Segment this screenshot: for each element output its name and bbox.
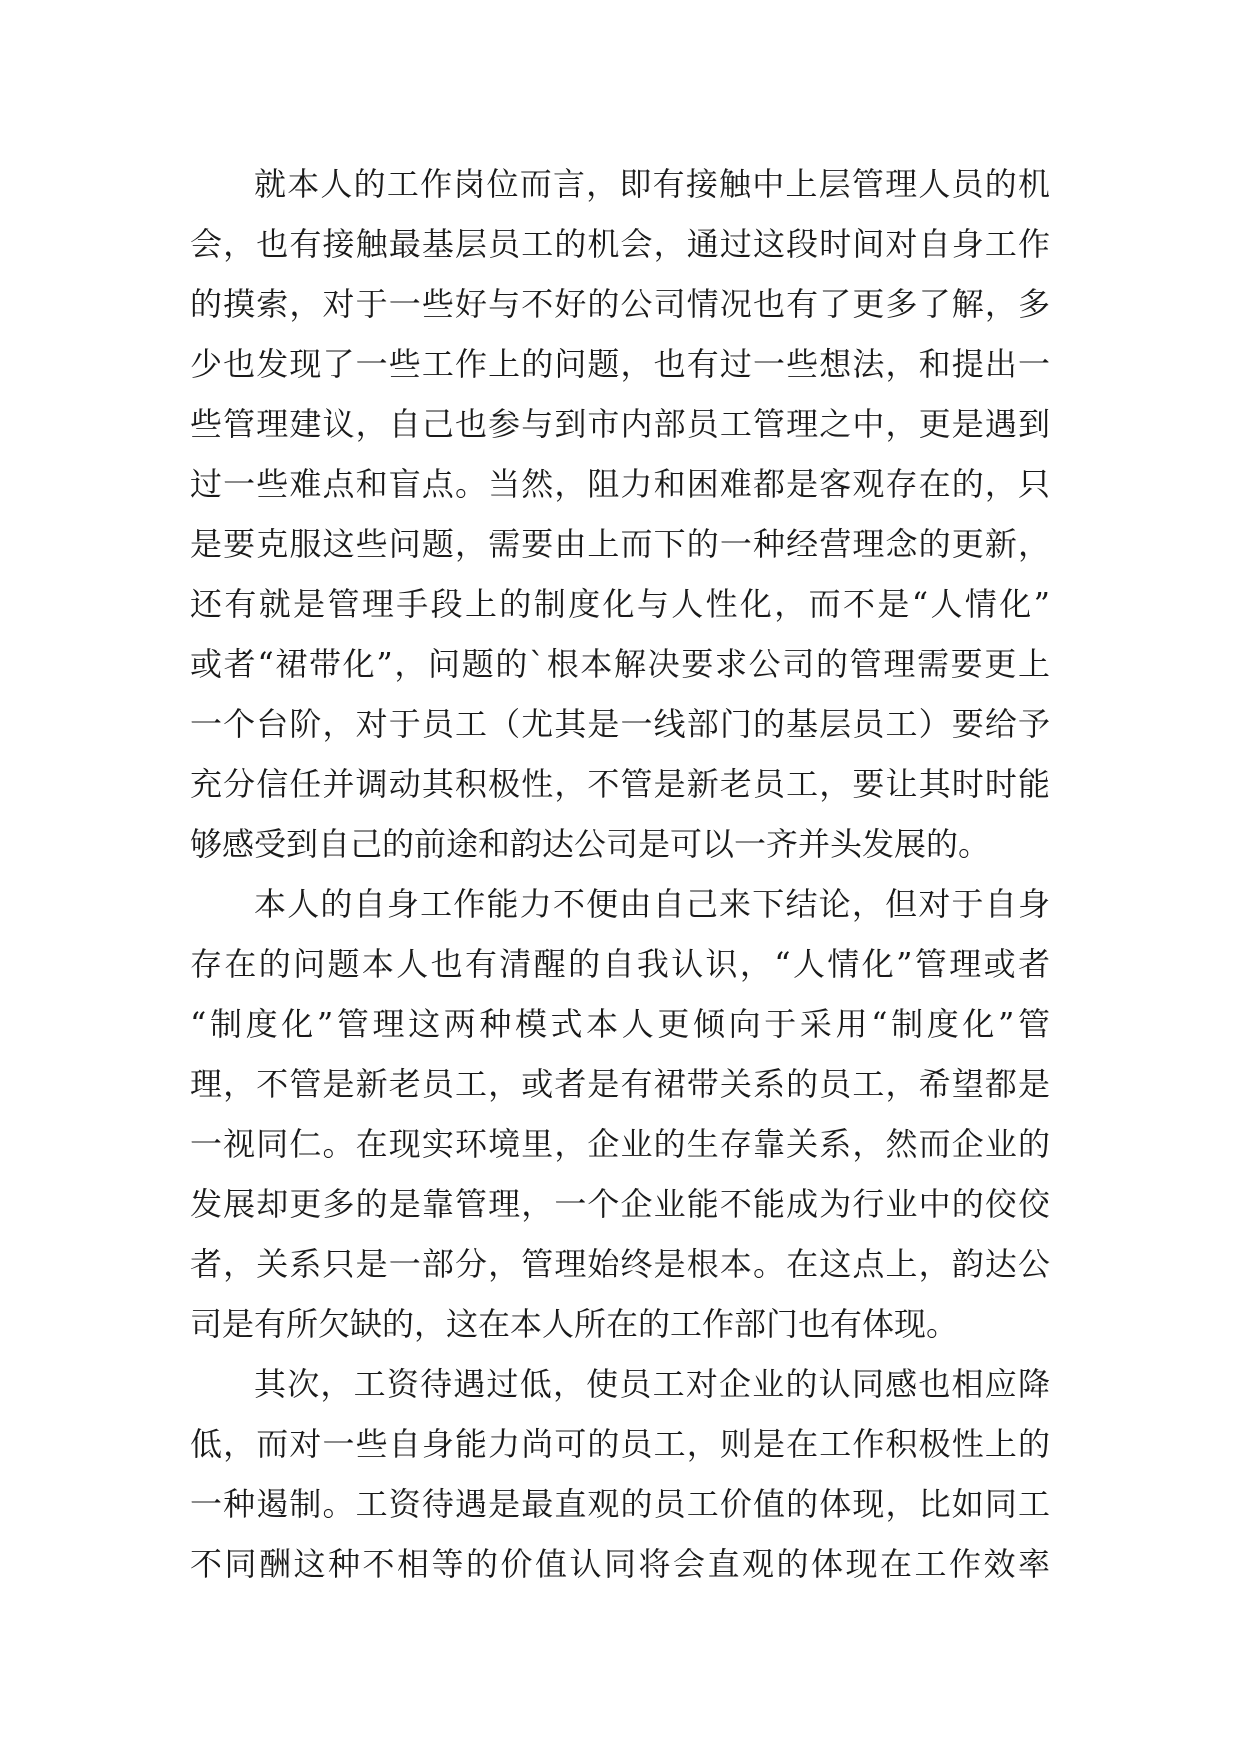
text-line: 的摸索，对于一些好与不好的公司情况也有了更多了解，多 [190,285,1050,323]
paragraph-3 [190,1354,1050,1594]
document-body [190,154,1050,1594]
text-line: 一种遏制。工资待遇是最直观的员工价值的体现，比如同工 [190,1485,1050,1523]
text-line: 本人的自身工作能力不便由自己来下结论，但对于自身 [254,885,1050,923]
text-line: 是要克服这些问题，需要由上而下的一种经营理念的更新， [190,525,1050,563]
text-line: 或者“裙带化”，问题的`根本解决要求公司的管理需要更上 [190,645,1050,683]
text-line: 发展却更多的是靠管理，一个企业能不能成为行业中的佼佼 [190,1185,1050,1223]
text-line: 其次，工资待遇过低，使员工对企业的认同感也相应降 [254,1365,1050,1403]
text-line: 不同酬这种不相等的价值认同将会直观的体现在工作效率 [190,1545,1050,1583]
text-line: “制度化”管理这两种模式本人更倾向于采用“制度化”管 [190,1005,1050,1043]
text-line: 者，关系只是一部分，管理始终是根本。在这点上，韵达公 [190,1245,1050,1283]
text-line: 低，而对一些自身能力尚可的员工，则是在工作积极性上的 [190,1425,1050,1463]
text-line: 够感受到自己的前途和韵达公司是可以一齐并头发展的。 [190,825,991,863]
text-line: 充分信任并调动其积极性，不管是新老员工，要让其时时能 [190,765,1050,803]
paragraph-2 [190,874,1050,1354]
text-line: 理，不管是新老员工，或者是有裙带关系的员工，希望都是 [190,1065,1050,1103]
text-line: 过一些难点和盲点。当然，阻力和困难都是客观存在的，只 [190,465,1050,503]
text-line: 一视同仁。在现实环境里，企业的生存靠关系，然而企业的 [190,1125,1050,1163]
text-line: 就本人的工作岗位而言，即有接触中上层管理人员的机 [254,165,1050,203]
text-line: 还有就是管理手段上的制度化与人性化，而不是“人情化” [190,585,1050,623]
paragraph-1 [190,154,1050,874]
text-line: 些管理建议，自己也参与到市内部员工管理之中，更是遇到 [190,405,1050,443]
text-line: 司是有所欠缺的，这在本人所在的工作部门也有体现。 [190,1305,959,1343]
text-line: 一个台阶，对于员工（尤其是一线部门的基层员工）要给予 [190,705,1050,743]
text-line: 少也发现了一些工作上的问题，也有过一些想法，和提出一 [190,345,1050,383]
text-line: 存在的问题本人也有清醒的自我认识，“人情化”管理或者 [190,945,1050,983]
text-line: 会，也有接触最基层员工的机会，通过这段时间对自身工作 [190,225,1050,263]
